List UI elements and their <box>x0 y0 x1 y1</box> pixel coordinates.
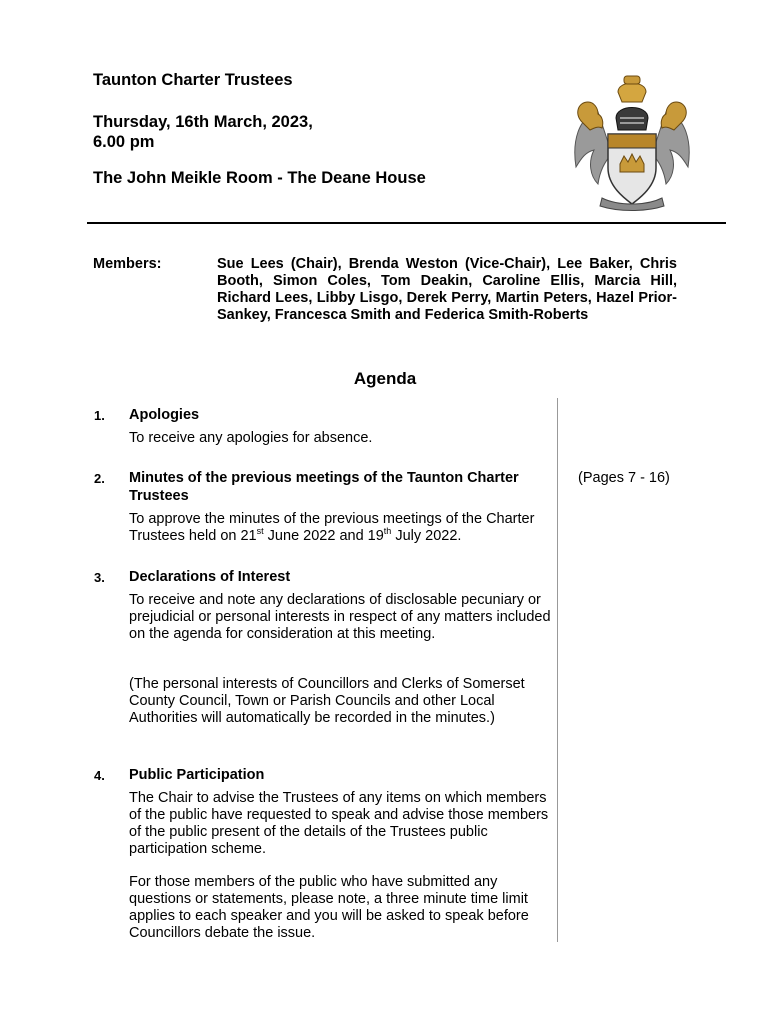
item-1-title: Apologies <box>129 407 200 423</box>
meeting-datetime <box>93 112 313 152</box>
item-2-sup-st: st <box>256 526 264 537</box>
coat-of-arms-icon <box>568 72 696 212</box>
meeting-venue: The John Meikle Room - The Deane House <box>93 169 426 187</box>
item-2-sup-th: th <box>383 526 392 537</box>
pages-column-divider <box>557 398 558 942</box>
meeting-date: Thursday, 16th March, 2023, <box>93 113 313 131</box>
item-2-pages: (Pages 7 - 16) <box>578 470 670 486</box>
item-4-number: 4. <box>94 768 105 783</box>
item-1-number: 1. <box>94 408 105 423</box>
item-2-title: Minutes of the previous meetings of the Taunton Charter Trustees <box>129 470 519 504</box>
members-label: Members: <box>93 256 162 272</box>
item-2-body-suffix: July 2022. <box>391 528 462 544</box>
item-3-number: 3. <box>94 570 105 585</box>
members-list: Sue Lees (Chair), Brenda Weston (Vice-Chair), Lee Baker, Chris Booth, Simon Coles, Tom Deakin, Caroline Ellis, Marcia Hill, Richard Lees, Libby Lisgo, Derek Perry, Martin Peters, Hazel Prior-Sankey, Francesca Smith and Federica Smith-Roberts <box>217 256 677 323</box>
item-4-body: The Chair to advise the Trustees of any items on which members of the public have requested to speak and advise those members of the public present of the details of the Trustees public participation scheme. <box>129 790 549 857</box>
item-2-body-middle: June 2022 and 19 <box>263 528 384 544</box>
item-3-body-note: (The personal interests of Councillors and Clerks of Somerset County Council, Town or Parish Councils and other Local Authorities will automatically be recorded in the minutes.) <box>129 676 525 726</box>
header-divider <box>87 222 726 224</box>
item-1-body: To receive any apologies for absence. <box>129 430 373 446</box>
organisation-title: Taunton Charter Trustees <box>93 71 293 89</box>
item-2-body-prefix: To approve the minutes of the previous meetings of the Charter Trustees held on 21 <box>129 511 535 544</box>
agenda-title: Agenda <box>353 369 417 388</box>
item-2-number: 2. <box>94 471 105 486</box>
item-3-body: To receive and note any declarations of disclosable pecuniary or prejudicial or personal interests in respect of any matters included on the agenda for consideration at this meeting. <box>129 592 551 642</box>
item-4-title: Public Participation <box>129 767 265 783</box>
meeting-time: 6.00 pm <box>93 133 155 151</box>
item-4-body-note: For those members of the public who have submitted any questions or statements, please note, a three minute time limit applies to each speaker and you will be asked to speak before Councillors debate the issue. <box>129 874 529 941</box>
item-2-body <box>129 511 554 545</box>
item-3-title: Declarations of Interest <box>129 569 291 585</box>
